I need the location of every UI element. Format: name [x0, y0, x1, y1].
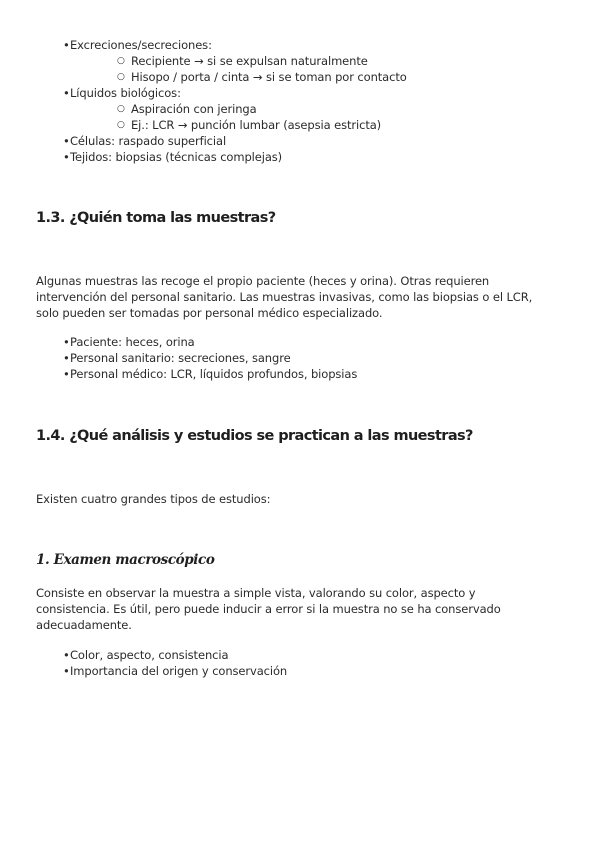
who-collects-list — [0, 334, 599, 382]
bullet-icon: • — [63, 664, 70, 678]
list-item: • Personal sanitario: secreciones, sangre — [63, 351, 291, 365]
bullet-icon: • — [63, 351, 70, 365]
section-heading-1-4: 1.4. ¿Qué análisis y estudios se practican a las muestras? — [36, 428, 473, 444]
hollow-bullet-icon: ○ — [117, 72, 125, 82]
sample-types-list — [0, 37, 599, 165]
list-item: • Tejidos: biopsias (técnicas complejas) — [63, 150, 283, 164]
section-heading-1-3: 1.3. ¿Quién toma las muestras? — [36, 210, 276, 226]
bullet-icon: • — [63, 38, 70, 52]
hollow-bullet-icon: ○ — [117, 56, 125, 66]
list-item: ○ Recipiente → si se expulsan naturalmente — [117, 54, 368, 68]
list-item: • Color, aspecto, consistencia — [63, 648, 229, 662]
list-item: • Personal médico: LCR, líquidos profundos, biopsias — [63, 367, 358, 381]
list-item: • Células: raspado superficial — [63, 134, 227, 148]
bullet-icon: • — [63, 150, 70, 164]
bullet-icon: • — [63, 648, 70, 662]
section-1-4-intro: Existen cuatro grandes tipos de estudios: — [36, 492, 271, 506]
section-1-3-paragraph: Algunas muestras las recoge el propio paciente (heces y orina). Otras requieren intervención del personal sanitario. Las muestras invasivas, como las biopsias o el LCR, solo pueden ser tomadas por personal médico especializado. — [36, 274, 533, 320]
bullet-icon: • — [63, 367, 70, 381]
subsection-heading-macroscopic: 1. Examen macroscópico — [36, 552, 215, 568]
subsection-1-paragraph: Consiste en observar la muestra a simple vista, valorando su color, aspecto y consistencia. Es útil, pero puede inducir a error si la muestra no se ha conservado adecuadamente. — [36, 586, 501, 632]
macroscopic-list — [0, 647, 599, 679]
list-item: ○ Ej.: LCR → punción lumbar (asepsia estricta) — [117, 118, 382, 132]
bullet-icon: • — [63, 86, 70, 100]
hollow-bullet-icon: ○ — [117, 120, 125, 130]
hollow-bullet-icon: ○ — [117, 104, 125, 114]
bullet-icon: • — [63, 134, 70, 148]
bullet-icon: • — [63, 335, 70, 349]
list-item: ○ Aspiración con jeringa — [117, 102, 257, 116]
list-item: • Excreciones/secreciones: — [63, 38, 212, 52]
list-item: • Líquidos biológicos: — [63, 86, 181, 100]
list-item: • Paciente: heces, orina — [63, 335, 195, 349]
list-item: • Importancia del origen y conservación — [63, 664, 288, 678]
list-item: ○ Hisopo / porta / cinta → si se toman por contacto — [117, 70, 407, 84]
